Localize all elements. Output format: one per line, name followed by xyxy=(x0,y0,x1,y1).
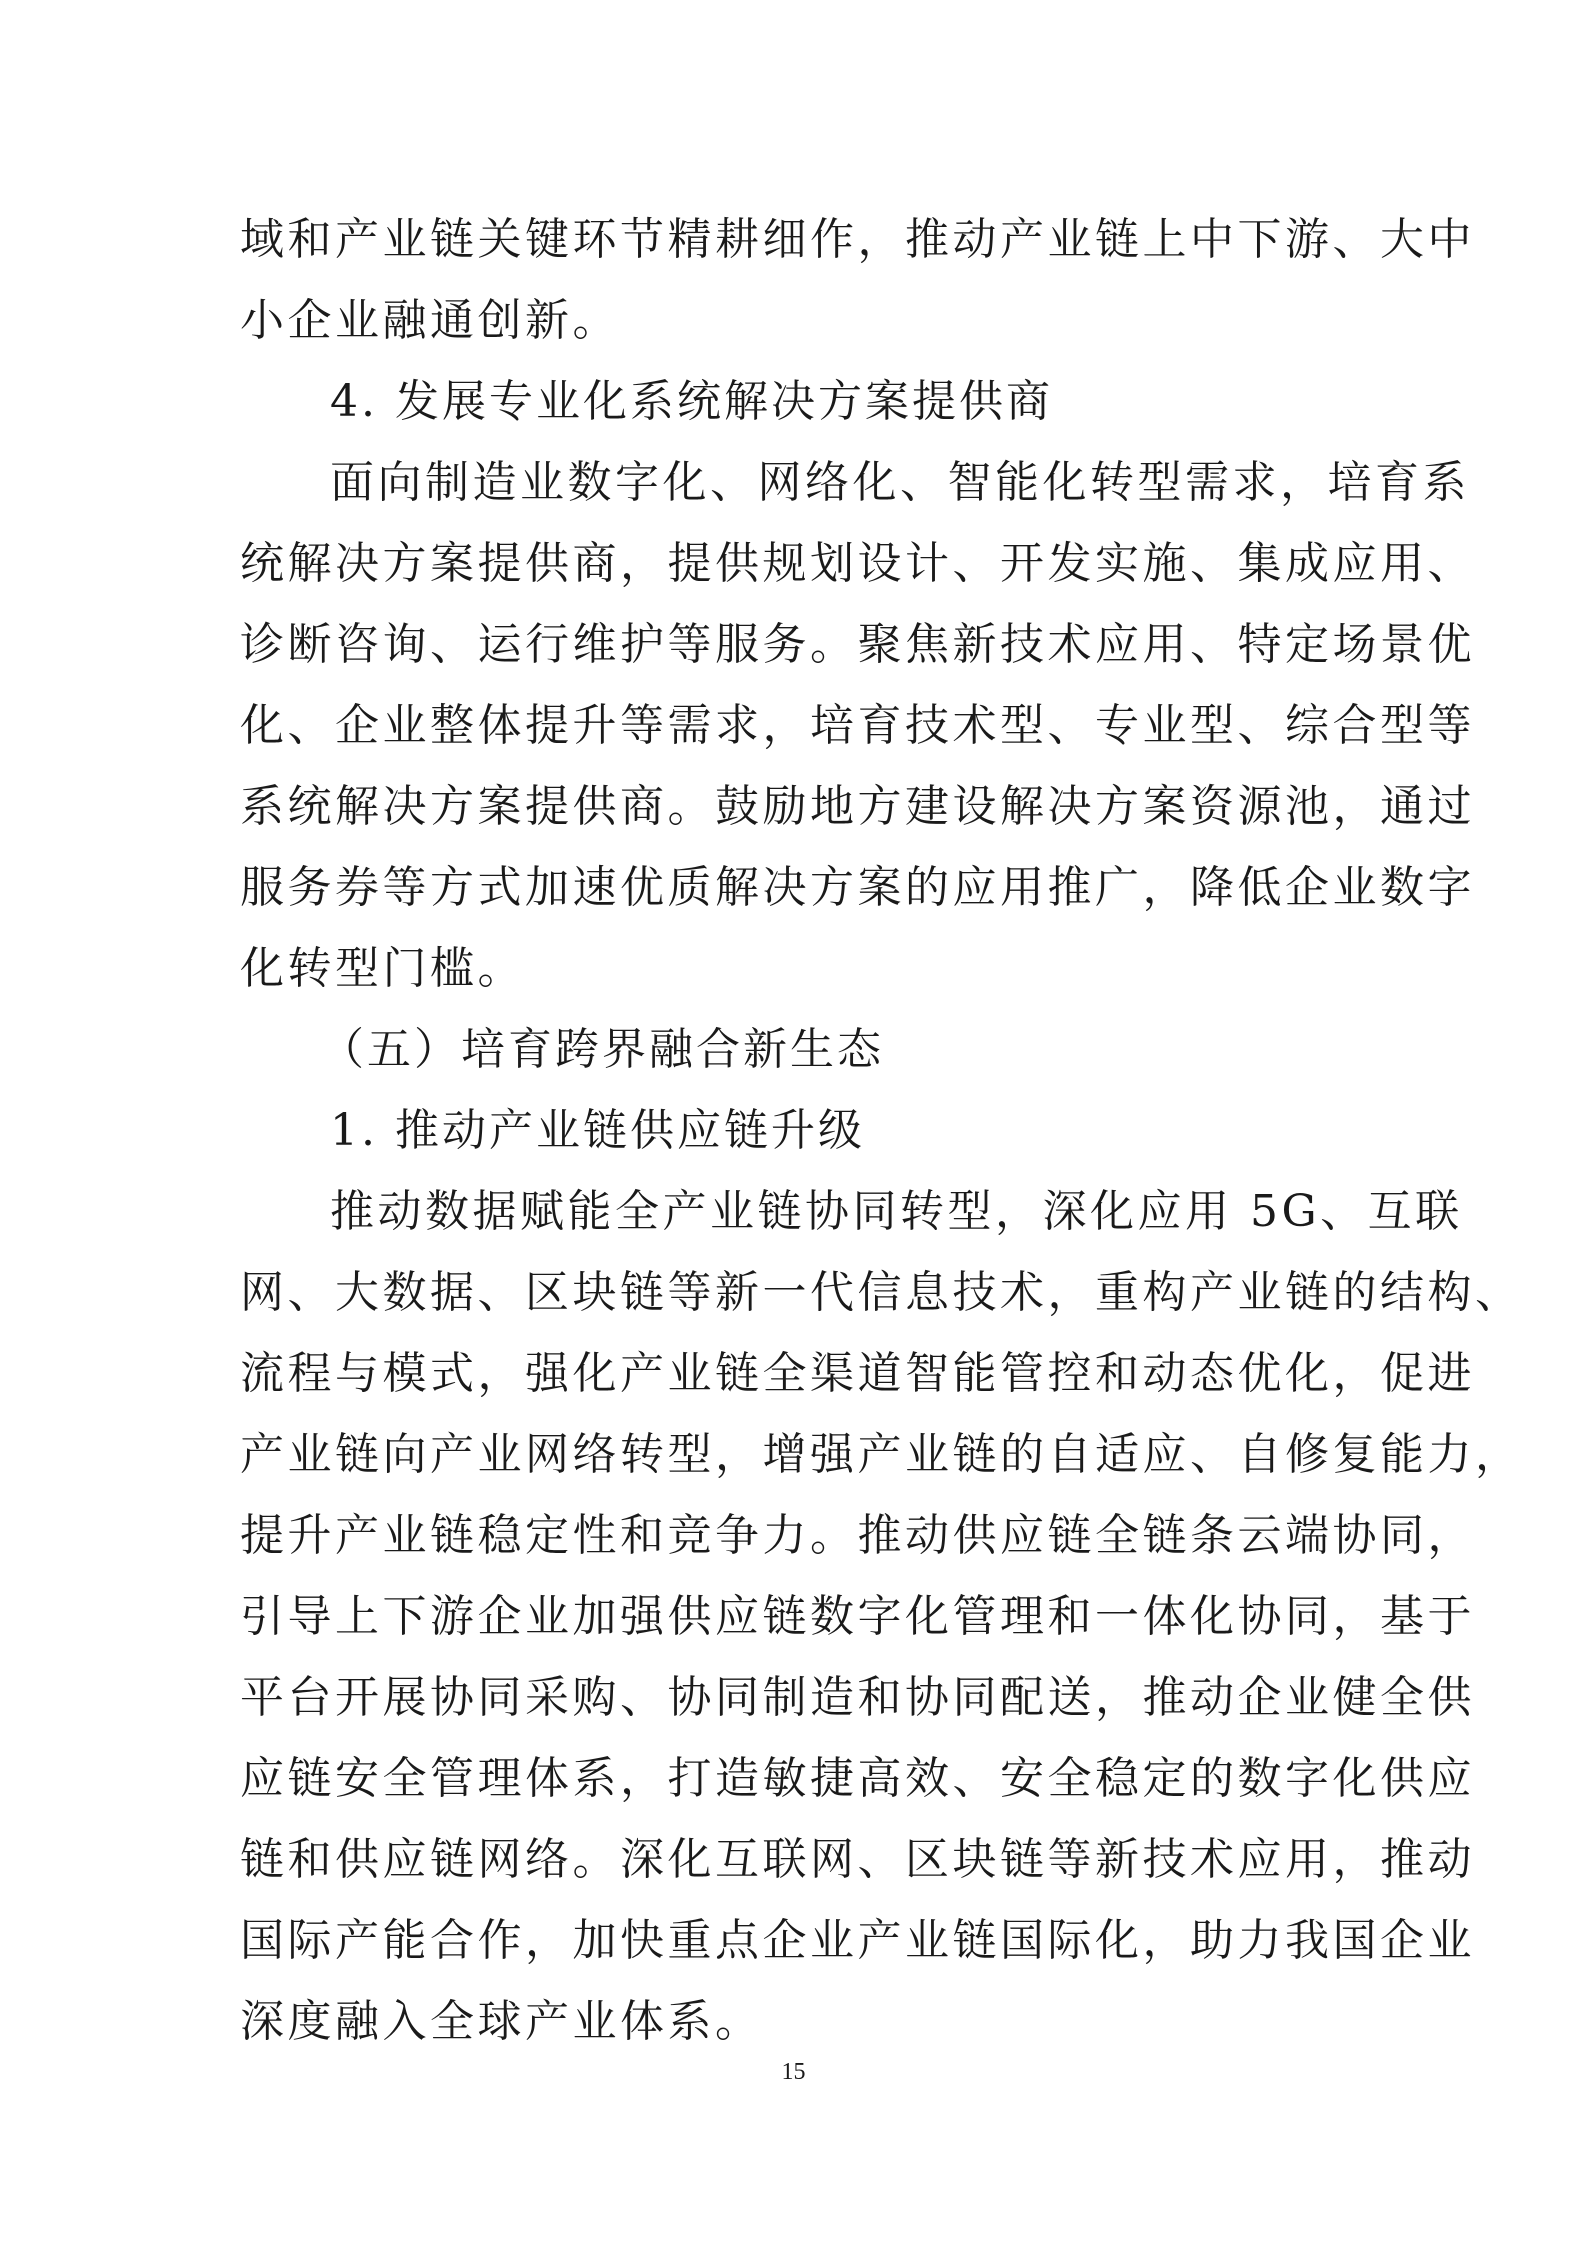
paragraph-line: 平台开展协同采购、协同制造和协同配送，推动企业健全供 xyxy=(240,1672,1475,1723)
paragraph-line: 链和供应链网络。深化互联网、区块链等新技术应用，推动 xyxy=(240,1834,1475,1885)
paragraph-line: 化、企业整体提升等需求，培育技术型、专业型、综合型等 xyxy=(240,700,1475,751)
paragraph-line: 应链安全管理体系，打造敏捷高效、安全稳定的数字化供应 xyxy=(240,1753,1475,1804)
page-number: 15 xyxy=(781,2059,806,2085)
paragraph-line: 化转型门槛。 xyxy=(240,943,525,994)
paragraph-line: 网、大数据、区块链等新一代信息技术，重构产业链的结构、 xyxy=(240,1267,1523,1318)
paragraph-line: 流程与模式，强化产业链全渠道智能管控和动态优化，促进 xyxy=(240,1348,1475,1399)
paragraph-line: 服务券等方式加速优质解决方案的应用推广，降低企业数字 xyxy=(240,862,1475,913)
paragraph-line: 产业链向产业网络转型，增强产业链的自适应、自修复能力， xyxy=(240,1429,1523,1480)
paragraph-line: 提升产业链稳定性和竞争力。推动供应链全链条云端协同， xyxy=(240,1510,1475,1561)
paragraph-line: 面向制造业数字化、网络化、智能化转型需求，培育系 xyxy=(330,457,1470,508)
subsection-heading: 1. 推动产业链供应链升级 xyxy=(330,1105,865,1156)
paragraph-line: 国际产能合作，加快重点企业产业链国际化，助力我国企业 xyxy=(240,1915,1475,1966)
paragraph-line: 域和产业链关键环节精耕细作，推动产业链上中下游、大中 xyxy=(240,214,1475,265)
paragraph-line: 推动数据赋能全产业链协同转型，深化应用 5G、互联 xyxy=(330,1186,1463,1237)
paragraph-line: 小企业融通创新。 xyxy=(240,295,620,346)
section-heading: （五）培育跨界融合新生态 xyxy=(320,1024,884,1075)
section-heading: 4. 发展专业化系统解决方案提供商 xyxy=(330,376,1053,427)
paragraph-line: 统解决方案提供商，提供规划设计、开发实施、集成应用、 xyxy=(240,538,1475,589)
paragraph-line: 深度融入全球产业体系。 xyxy=(240,1996,763,2047)
paragraph-line: 诊断咨询、运行维护等服务。聚焦新技术应用、特定场景优 xyxy=(240,619,1475,670)
paragraph-line: 系统解决方案提供商。鼓励地方建设解决方案资源池，通过 xyxy=(240,781,1475,832)
paragraph-line: 引导上下游企业加强供应链数字化管理和一体化协同，基于 xyxy=(240,1591,1475,1642)
